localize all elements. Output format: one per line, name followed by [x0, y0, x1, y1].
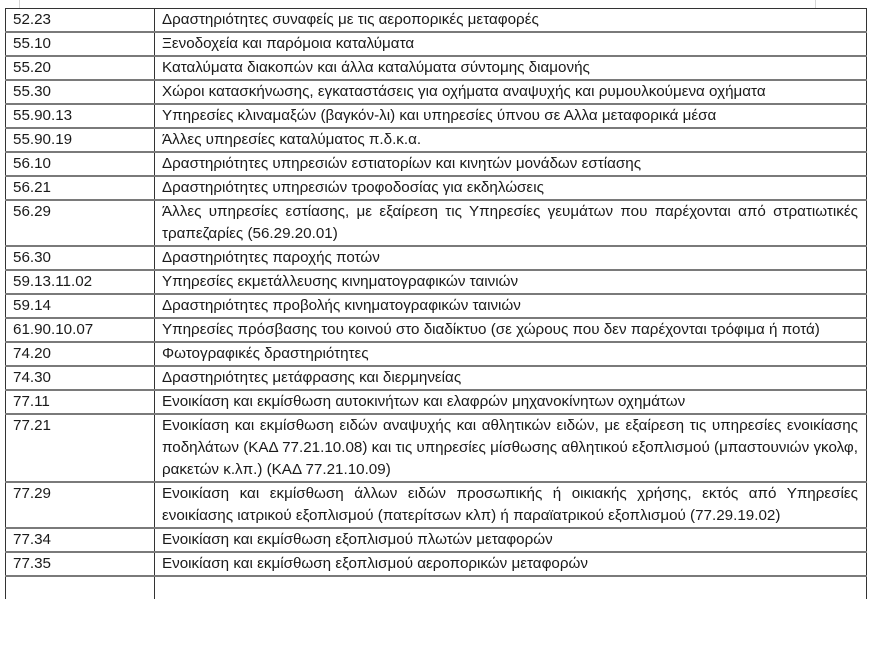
table-row: [6, 56, 867, 80]
table-row: [6, 482, 867, 528]
kad-code-cell: 77.34: [6, 528, 155, 552]
description-cell: Χώροι κατασκήνωσης, εγκαταστάσεις για οχήματα αναψυχής και ρυμουλκούμενα οχήματα: [155, 80, 867, 104]
description-cell: Δραστηριότητες παροχής ποτών: [155, 246, 867, 270]
kad-code-cell: 55.30: [6, 80, 155, 104]
table-row: [6, 176, 867, 200]
description-cell: Ξενοδοχεία και παρόμοια καταλύματα: [155, 32, 867, 56]
kad-code-cell: 77.21: [6, 414, 155, 482]
table-row: [6, 342, 867, 366]
table-row: [6, 294, 867, 318]
description-cell: Δραστηριότητες υπηρεσιών τροφοδοσίας για εκδηλώσεις: [155, 176, 867, 200]
kad-code-cell: 61.90.10.07: [6, 318, 155, 342]
kad-code-cell: 55.20: [6, 56, 155, 80]
table-row: [6, 390, 867, 414]
kad-activity-table: [5, 8, 867, 599]
description-cell: Φωτογραφικές δραστηριότητες: [155, 342, 867, 366]
description-cell: Υπηρεσίες κλιναμαξών (βαγκόν-λι) και υπηρεσίες ύπνου σε Αλλα μεταφορικά μέσα: [155, 104, 867, 128]
table-row-partial: [6, 576, 867, 599]
kad-code-cell: 55.90.19: [6, 128, 155, 152]
description-cell: Δραστηριότητες υπηρεσιών εστιατορίων και κινητών μονάδων εστίασης: [155, 152, 867, 176]
table-row: [6, 552, 867, 576]
description-cell: Ενοικίαση και εκμίσθωση εξοπλισμού πλωτών μεταφορών: [155, 528, 867, 552]
table-row: [6, 104, 867, 128]
kad-code-cell: 77.11: [6, 390, 155, 414]
page-corner-mark-left: [5, 0, 20, 8]
kad-code-cell: 77.29: [6, 482, 155, 528]
description-cell: Ενοικίαση και εκμίσθωση άλλων ειδών προσωπικής ή οικιακής χρήσης, εκτός από Υπηρεσίες ενοικίασης ιατρικού εξοπλισμού (πατερίτσων κλπ) ή παραϊατρικού εξοπλισμού (77.29.19.02): [155, 482, 867, 528]
kad-code-cell: 56.29: [6, 200, 155, 246]
table-row: [6, 128, 867, 152]
kad-code-cell: 77.35: [6, 552, 155, 576]
kad-code-cell: 55.90.13: [6, 104, 155, 128]
kad-code-cell: 56.10: [6, 152, 155, 176]
kad-code-cell: 52.23: [6, 9, 155, 33]
table-row: [6, 318, 867, 342]
table-row: [6, 366, 867, 390]
description-cell-empty: [155, 576, 867, 599]
table-row: [6, 152, 867, 176]
table-row: [6, 9, 867, 33]
table-row: [6, 414, 867, 482]
kad-code-cell-empty: [6, 576, 155, 599]
page-cutoff: [0, 658, 880, 663]
table-row: [6, 200, 867, 246]
description-cell: Δραστηριότητες μετάφρασης και διερμηνείας: [155, 366, 867, 390]
table-row: [6, 528, 867, 552]
description-cell: Καταλύματα διακοπών και άλλα καταλύματα σύντομης διαμονής: [155, 56, 867, 80]
kad-code-cell: 74.20: [6, 342, 155, 366]
description-cell: Ενοικίαση και εκμίσθωση ειδών αναψυχής και αθλητικών ειδών, με εξαίρεση τις υπηρεσίες ενοικίασης ποδηλάτων (ΚΑΔ 77.21.10.08) και τις υπηρεσίες μίσθωσης αθλητικού εξοπλισμού (μπαστουνιών γκολφ, ρακετών κ.λπ.) (ΚΑΔ 77.21.10.09): [155, 414, 867, 482]
kad-code-cell: 56.21: [6, 176, 155, 200]
kad-code-cell: 59.13.11.02: [6, 270, 155, 294]
kad-code-cell: 56.30: [6, 246, 155, 270]
description-cell: Δραστηριότητες συναφείς με τις αεροπορικές μεταφορές: [155, 9, 867, 33]
table-row: [6, 246, 867, 270]
description-cell: Ενοικίαση και εκμίσθωση αυτοκινήτων και ελαφρών μηχανοκίνητων οχημάτων: [155, 390, 867, 414]
kad-code-cell: 74.30: [6, 366, 155, 390]
table-row: [6, 270, 867, 294]
description-cell: Δραστηριότητες προβολής κινηματογραφικών ταινιών: [155, 294, 867, 318]
description-cell: Ενοικίαση και εκμίσθωση εξοπλισμού αεροπορικών μεταφορών: [155, 552, 867, 576]
description-cell: Υπηρεσίες εκμετάλλευσης κινηματογραφικών ταινιών: [155, 270, 867, 294]
table-row: [6, 32, 867, 56]
table-row: [6, 80, 867, 104]
kad-code-cell: 59.14: [6, 294, 155, 318]
description-cell: Άλλες υπηρεσίες καταλύματος π.δ.κ.α.: [155, 128, 867, 152]
description-cell: Άλλες υπηρεσίες εστίασης, με εξαίρεση τις Υπηρεσίες γευμάτων που παρέχονται από στρατιωτικές τραπεζαρίες (56.29.20.01): [155, 200, 867, 246]
description-cell: Υπηρεσίες πρόσβασης του κοινού στο διαδίκτυο (σε χώρους που δεν παρέχονται τρόφιμα ή ποτά): [155, 318, 867, 342]
kad-code-cell: 55.10: [6, 32, 155, 56]
